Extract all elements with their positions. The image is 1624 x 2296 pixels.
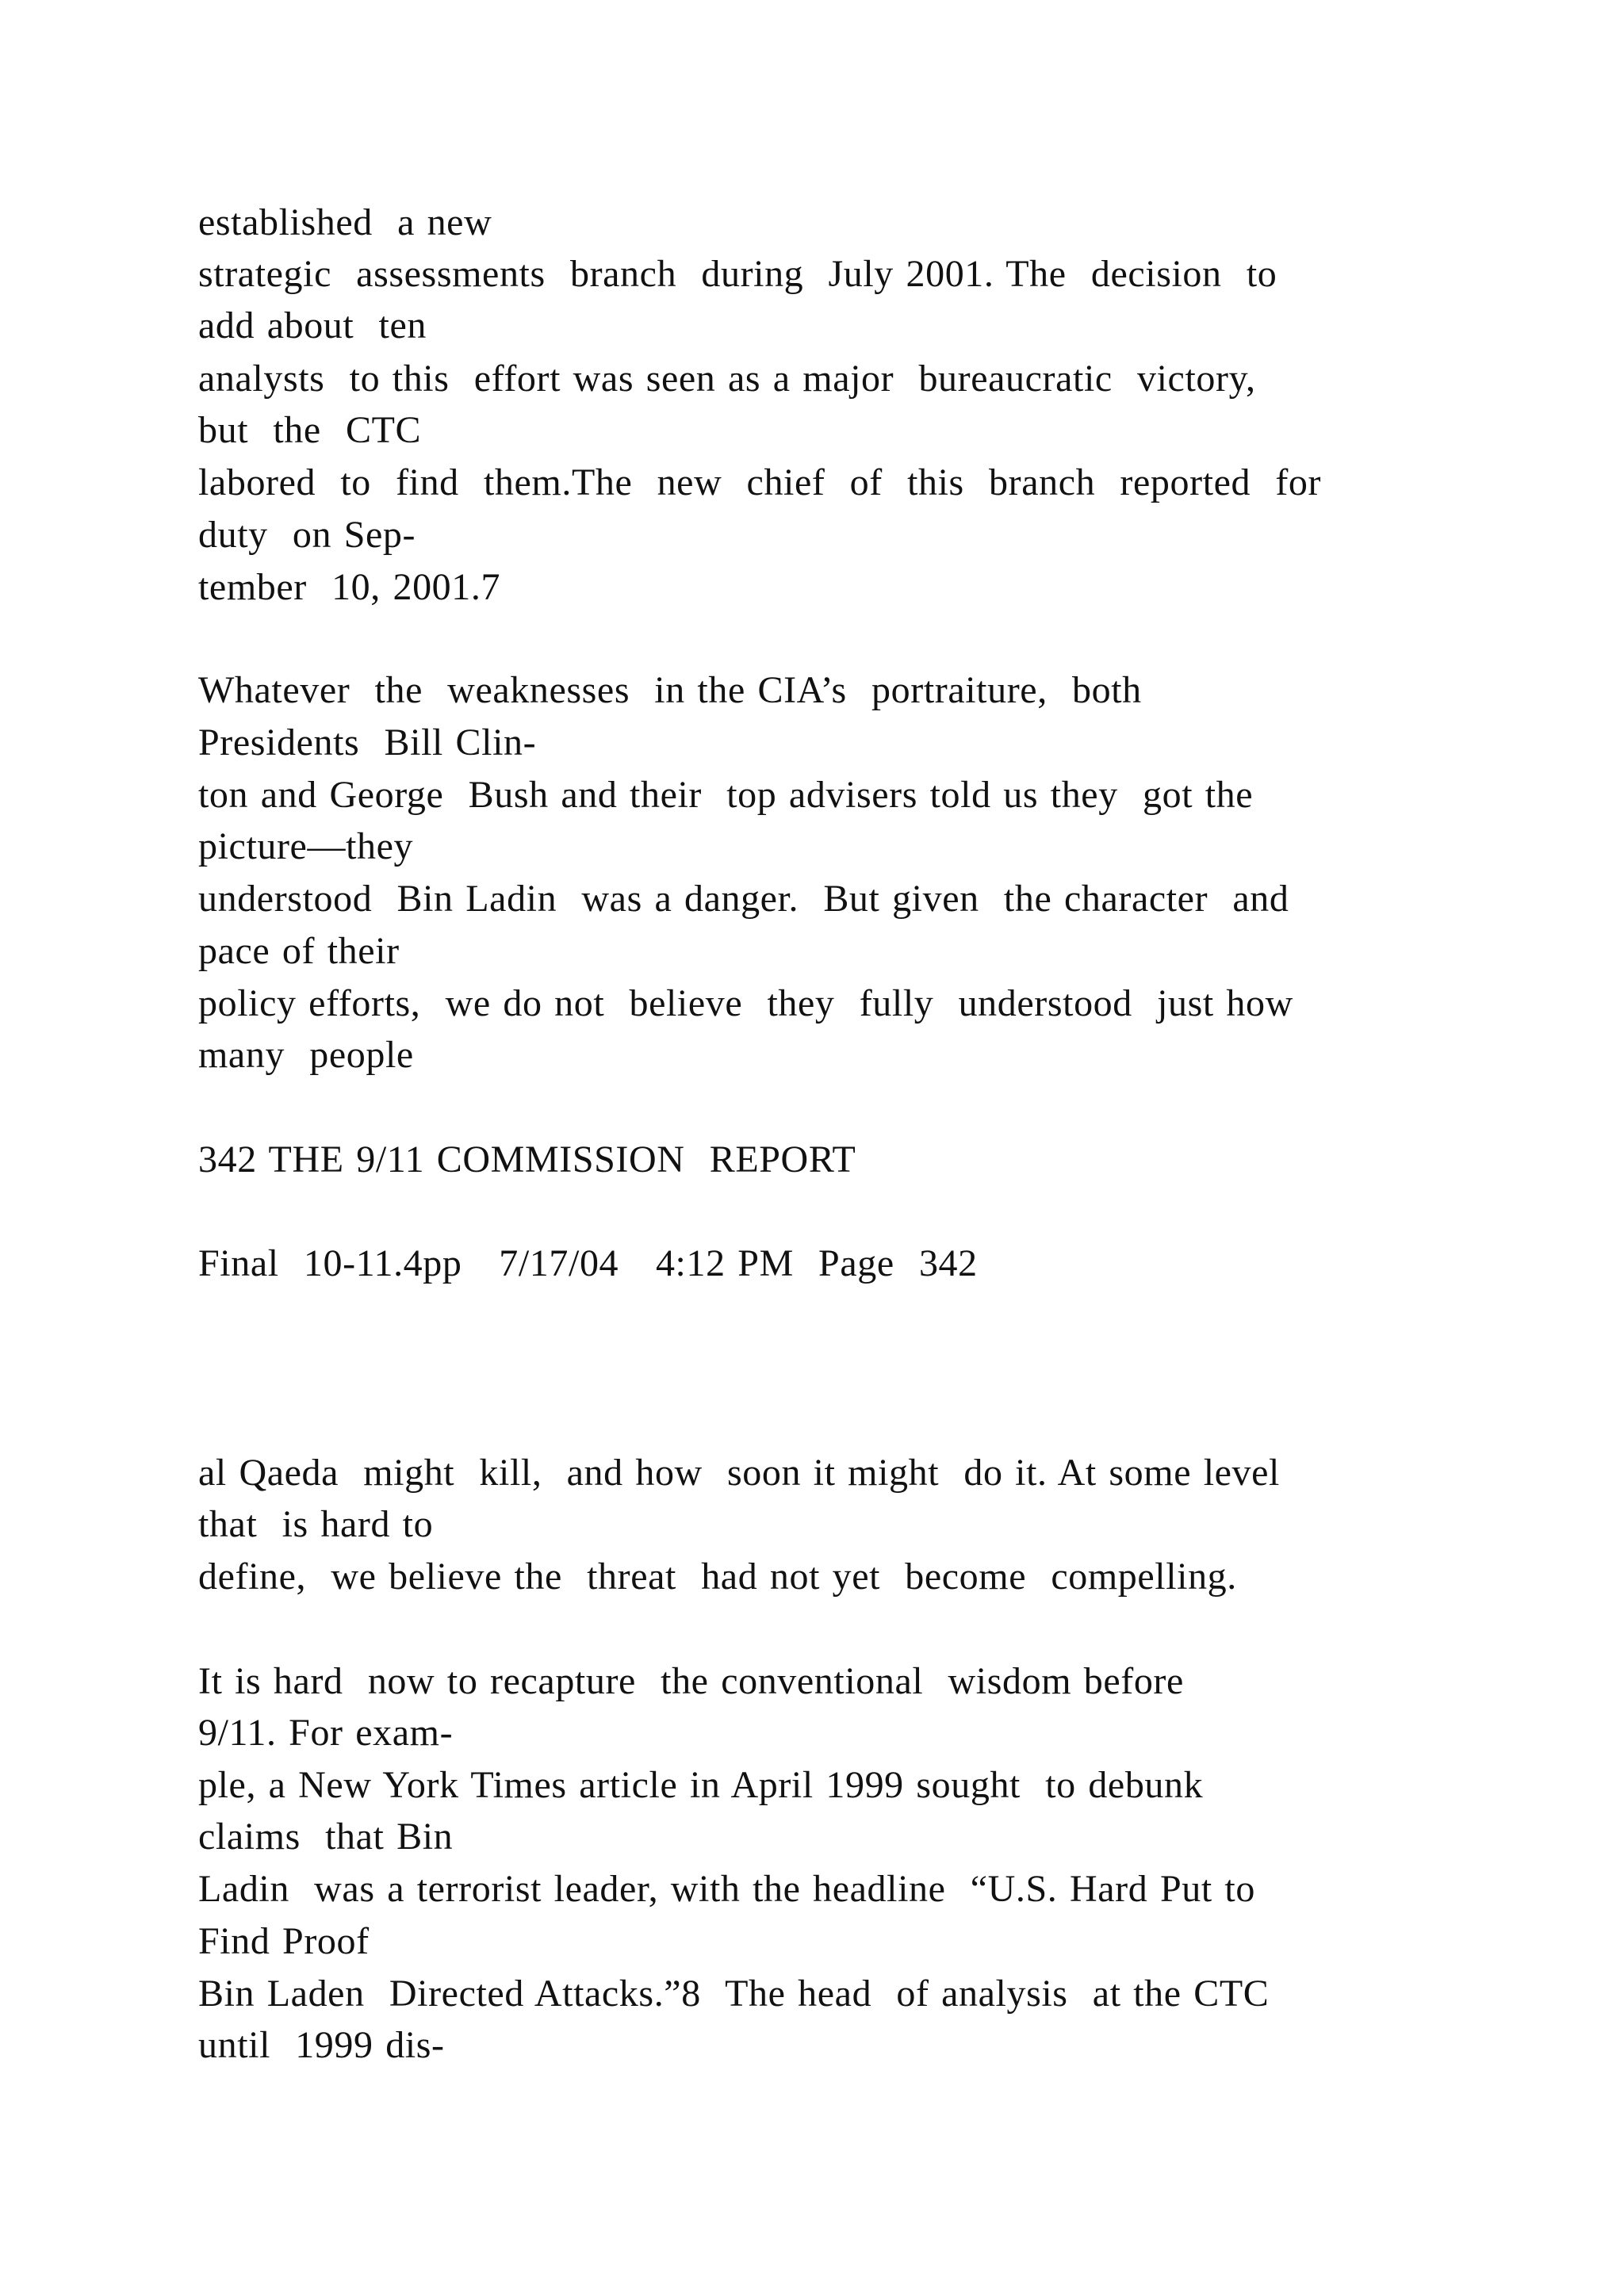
text-line: labored to find them.The new chief of this branch reported for [198,461,1322,503]
text-line: add about ten [198,304,427,346]
text-line: but the CTC [198,409,422,451]
text-line: that is hard to [198,1503,434,1545]
text-line: established a new [198,201,492,243]
text-line: duty on Sep- [198,514,416,556]
text-line: policy efforts, we do not believe they fully understood just how [198,982,1293,1024]
text-line: ple, a New York Times article in April 1999 sought to debunk [198,1764,1204,1806]
text-line: picture—they [198,825,414,867]
running-footer: 342 THE 9/11 COMMISSION REPORT [198,1138,856,1181]
text-line: understood Bin Ladin was a danger. But given the character and [198,878,1289,920]
print-slug: Final 10-11.4pp 7/17/04 4:12 PM Page 342 [198,1242,978,1284]
text-line: Presidents Bill Clin- [198,721,537,763]
text-line: define, we believe the threat had not yet become compelling. [198,1556,1237,1598]
text-line: Whatever the weaknesses in the CIA’s portraiture, both [198,669,1142,711]
text-line: tember 10, 2001.7 [198,566,501,608]
text-line: It is hard now to recapture the conventional wisdom before [198,1660,1184,1702]
text-line: ton and George Bush and their top advisers told us they got the [198,774,1254,816]
text-line: al Qaeda might kill, and how soon it might do it. At some level [198,1452,1280,1494]
text-line: pace of their [198,930,400,972]
text-line: Bin Laden Directed Attacks.”8 The head of analysis at the CTC [198,1973,1270,2015]
text-line: claims that Bin [198,1816,454,1858]
text-line: until 1999 dis- [198,2024,445,2066]
text-line: analysts to this effort was seen as a major bureaucratic victory, [198,358,1256,400]
text-line: Ladin was a terrorist leader, with the headline “U.S. Hard Put to [198,1868,1255,1910]
text-line: Find Proof [198,1920,370,1962]
text-line: many people [198,1034,414,1076]
text-line: strategic assessments branch during July 2001. The decision to [198,253,1277,295]
text-line: 9/11. For exam- [198,1712,454,1754]
